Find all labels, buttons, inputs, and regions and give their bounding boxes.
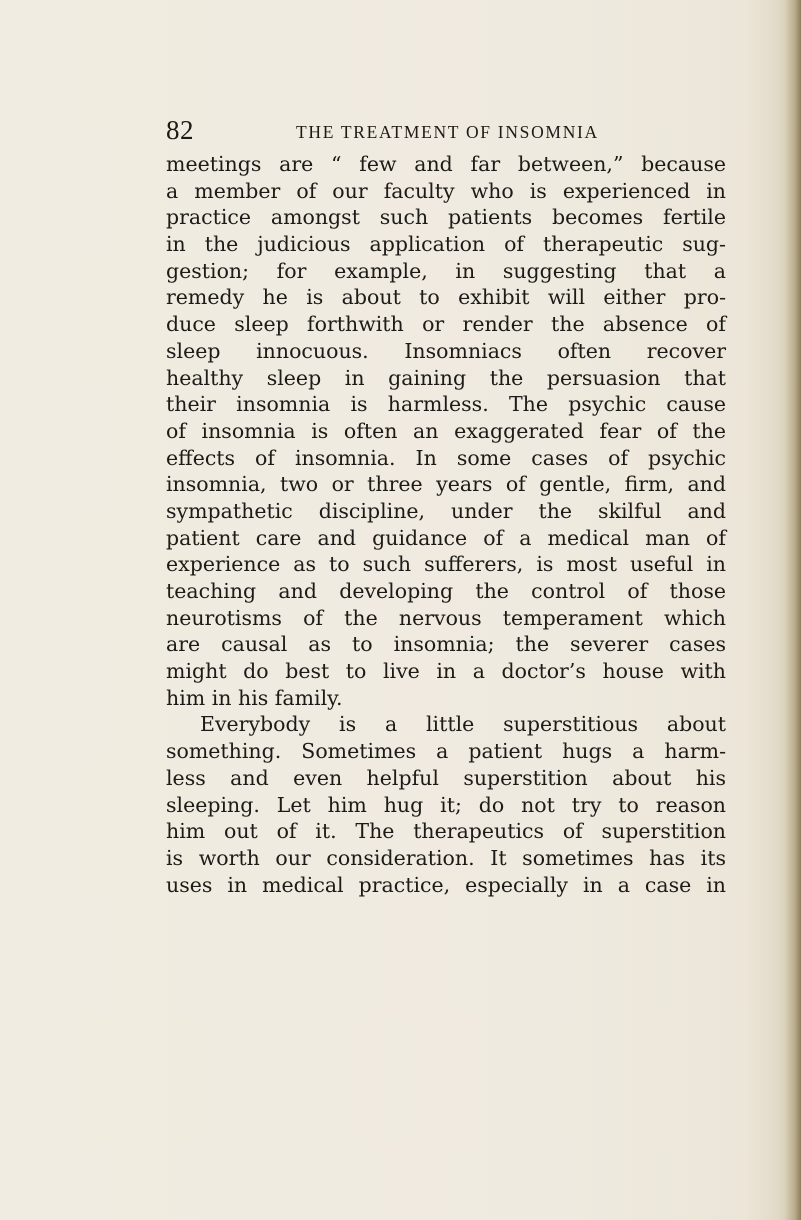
text-line: patient care and guidance of a medical man of (166, 525, 726, 550)
body-text (166, 151, 726, 898)
page-edge-shadow (785, 0, 801, 1220)
text-line: practice amongst such patients becomes fertile (166, 205, 726, 230)
text-line: neurotisms of the nervous temperament which (166, 605, 726, 630)
text-line: a member of our faculty who is experienced in (166, 178, 726, 203)
text-line: is worth our consideration. It sometimes has its (166, 845, 726, 870)
text-line: gestion; for example, in suggesting that a (166, 258, 726, 283)
paragraph-start-line: Everybody is a little superstitious about (200, 712, 726, 737)
text-line: remedy he is about to exhibit will either pro- (166, 285, 726, 310)
text-line: their insomnia is harmless. The psychic cause (166, 392, 726, 417)
text-line: sleeping. Let him hug it; do not try to reason (166, 792, 726, 817)
text-line: insomnia, two or three years of gentle, firm, and (166, 472, 726, 497)
text-line: meetings are “ few and far between,” because (166, 152, 726, 176)
text-line: in the judicious application of therapeutic sug- (166, 232, 726, 257)
text-line: him out of it. The therapeutics of superstition (166, 819, 726, 844)
text-line: are causal as to insomnia; the severer cases (166, 632, 726, 657)
text-line: teaching and developing the control of those (166, 579, 726, 603)
text-line: might do best to live in a doctor’s house with (166, 659, 726, 684)
page-header (166, 113, 726, 147)
text-line: sympathetic discipline, under the skilful and (166, 498, 726, 523)
text-line: uses in medical practice, especially in a case in (166, 872, 726, 897)
text-line: experience as to such sufferers, is most useful in (166, 552, 726, 577)
text-line: less and even helpful superstition about his (166, 765, 726, 790)
text-line: something. Sometimes a patient hugs a harm- (166, 739, 726, 764)
text-line: effects of insomnia. In some cases of psychic (166, 445, 726, 470)
text-line: of insomnia is often an exaggerated fear of the (166, 418, 726, 443)
text-line: healthy sleep in gaining the persuasion that (166, 365, 726, 390)
paragraph-end-line: him in his family. (166, 685, 343, 710)
running-title: THE TREATMENT OF INSOMNIA (296, 122, 599, 142)
text-line: sleep innocuous. Insomniacs often recover (166, 338, 726, 363)
text-line: duce sleep forthwith or render the absence of (166, 312, 726, 337)
page-number: 82 (166, 115, 194, 145)
